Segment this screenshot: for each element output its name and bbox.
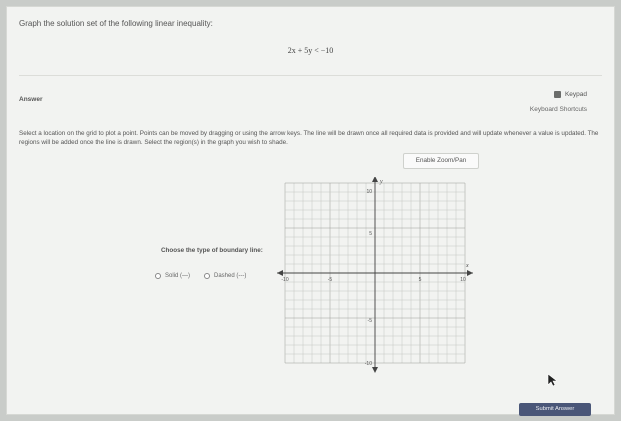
- inequality-expression: 2x + 5y < −10: [287, 46, 334, 55]
- enable-zoom-pan-button[interactable]: Enable Zoom/Pan: [403, 153, 479, 169]
- submit-answer-button[interactable]: Submit Answer: [519, 403, 591, 416]
- coordinate-grid[interactable]: [277, 177, 473, 377]
- divider: [19, 75, 602, 76]
- answer-instructions: Select a location on the grid to plot a point. Points can be moved by dragging or using the arrow keys. The line will be drawn once all required data is provided and will update whenever a value is updated. The regions will be added once the line is drawn. Select the region(s) in the graph you wish to shade.: [19, 130, 599, 146]
- keypad-label: Keypad: [564, 91, 587, 98]
- dashed-option-label: Dashed (---): [214, 273, 247, 279]
- x-tick-label: 5: [418, 277, 422, 283]
- x-tick-label: 10: [460, 277, 466, 283]
- mouse-cursor-icon: [547, 373, 557, 387]
- solid-radio[interactable]: [155, 273, 161, 279]
- question-card: [6, 6, 615, 415]
- x-axis-left-arrow-icon: [277, 270, 283, 276]
- y-axis-down-arrow-icon: [372, 367, 378, 373]
- x-tick-label: -10: [281, 277, 289, 283]
- y-axis-label: y: [380, 179, 383, 185]
- keypad-icon: [554, 91, 561, 98]
- boundary-line-prompt: Choose the type of boundary line:: [161, 247, 263, 254]
- keypad-button[interactable]: [554, 91, 587, 98]
- y-axis-up-arrow-icon: [372, 177, 378, 182]
- question-prompt: Graph the solution set of the following linear inequality:: [19, 19, 213, 28]
- y-tick-label: 5: [369, 231, 372, 237]
- graph-canvas[interactable]: [277, 177, 473, 377]
- y-tick-label: -5: [367, 318, 372, 324]
- dashed-line-option[interactable]: [204, 273, 246, 279]
- answer-label: Answer: [19, 96, 43, 103]
- y-tick-label: -10: [364, 361, 372, 367]
- y-tick-label: 10: [366, 189, 372, 195]
- x-axis-label: x: [466, 263, 469, 269]
- dashed-radio[interactable]: [204, 273, 210, 279]
- solid-line-option[interactable]: [155, 273, 190, 279]
- solid-option-label: Solid (—): [165, 273, 191, 279]
- x-axis-right-arrow-icon: [467, 270, 473, 276]
- x-tick-label: -5: [327, 277, 333, 283]
- keyboard-shortcuts-link[interactable]: Keyboard Shortcuts: [529, 106, 587, 113]
